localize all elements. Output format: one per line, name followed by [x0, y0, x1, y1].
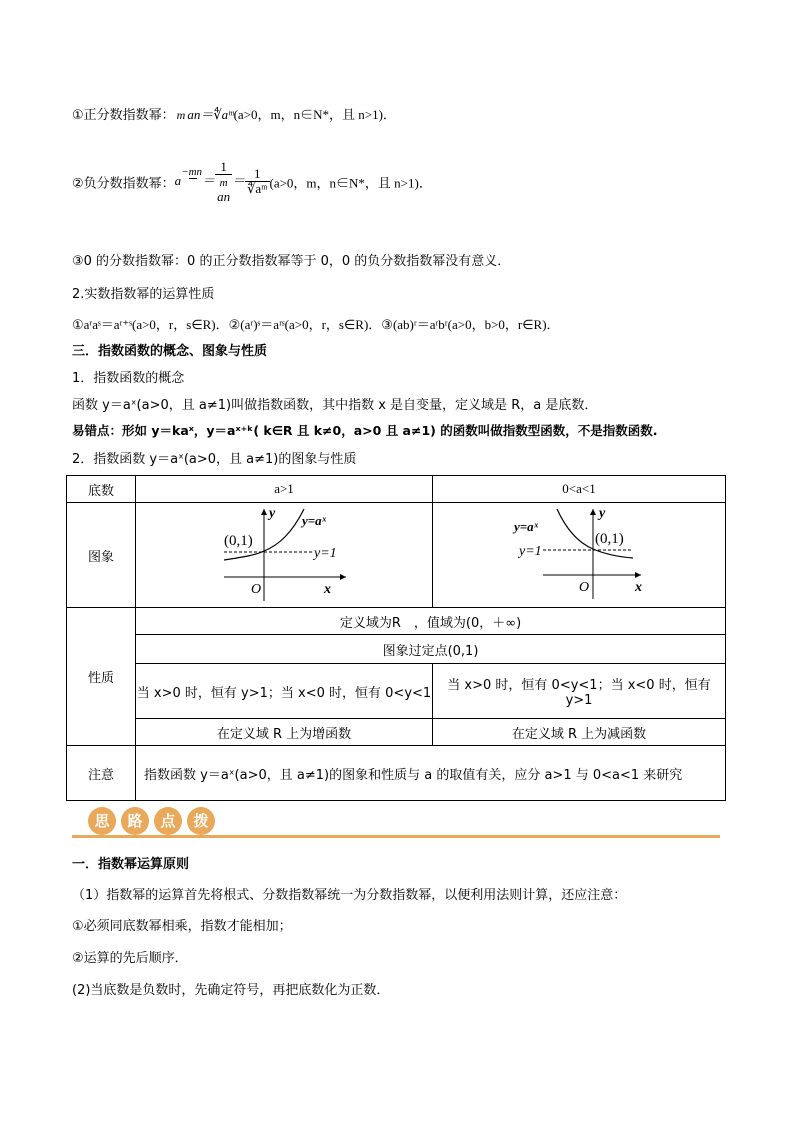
- section2-title: 2.实数指数幂的运算性质: [72, 287, 215, 302]
- increasing-graph: [214, 505, 354, 605]
- graph-decreasing-cell: [433, 503, 726, 608]
- row-label-note: 注意: [67, 746, 136, 801]
- properties-table: [66, 475, 726, 801]
- point-label: (0,1): [595, 531, 624, 547]
- y-axis-label: y: [269, 506, 276, 521]
- origin-label: O: [579, 580, 590, 595]
- concept-text: 函数 y＝aˣ(a>0，且 a≠1)叫做指数函数，其中指数 x 是自变量，定义域是 R，a 是底数．: [72, 398, 598, 413]
- section2-props: ①aʳaˢ＝aʳ⁺ˢ(a>0，r，s∈R)．②(aʳ)ˢ＝aʳˢ(a>0，r，s∈R)．③(ab)ʳ＝aʳbʳ(a>0，b>0，r∈R)．: [72, 317, 560, 332]
- tips-p4: (2)当底数是负数时，先确定符号，再把底数化为正数．: [72, 983, 390, 998]
- header-a-lt-1: 0<a<1: [433, 476, 726, 503]
- header-base: 底数: [67, 476, 136, 503]
- y-axis-label: y: [599, 506, 606, 521]
- item3: ③0 的分数指数幂：0 的正分数指数幂等于 0，0 的负分数指数幂没有意义．: [72, 254, 511, 269]
- point-label: (0,1): [224, 533, 253, 549]
- item1-label: ①正分数指数幂：: [72, 108, 175, 123]
- row-label-properties: 性质: [67, 608, 136, 746]
- item1-formula: m an＝∜aᵐ: [176, 107, 234, 123]
- origin-label: O: [251, 582, 262, 597]
- function-label: y=aˣ: [514, 519, 539, 534]
- item2-cond: (a>0，m，n∈N*，且 n>1)．: [269, 175, 432, 191]
- banner-underline: [72, 835, 720, 838]
- banner-char-2: 路: [121, 807, 149, 835]
- pitfall-note: 易错点：形如 y＝kaˣ，y＝aˣ⁺ᵏ( k∈R 且 k≠0，a>0 且 a≠1) 的函数叫做指数型函数，不是指数函数.: [72, 423, 658, 438]
- banner-char-4: 拨: [187, 807, 215, 835]
- tips-p1: （1）指数幂的运算首先将根式、分数指数幂统一为分数指数幂，以便利用法则计算，还应注意：: [72, 888, 627, 903]
- banner-char-3: 点: [154, 807, 182, 835]
- tips-title: 一．指数幂运算原则: [72, 857, 190, 872]
- property-decreasing: 当 x>0 时，恒有 0<y<1；当 x<0 时，恒有 y>1: [433, 664, 726, 719]
- row-label-graph: 图象: [67, 503, 136, 608]
- domain-range: 定义域为R ，值域为(0，＋∞): [136, 608, 726, 635]
- monotonic-increasing: 在定义域 R 上为增函数: [136, 719, 433, 746]
- x-axis-label: x: [324, 582, 331, 597]
- asymptote-label: y=1: [519, 544, 542, 559]
- note-text: 指数函数 y＝aˣ(a>0，且 a≠1)的图象和性质与 a 的取值有关，应分 a>1 与 0<a<1 来研究: [136, 746, 726, 801]
- item2-label: ②负分数指数幂：: [72, 176, 175, 192]
- x-axis-label: x: [635, 580, 642, 595]
- monotonic-decreasing: 在定义域 R 上为减函数: [433, 719, 726, 746]
- header-a-gt-1: a>1: [136, 476, 433, 503]
- graph-section-title: 2．指数函数 y＝aˣ(a>0，且 a≠1)的图象与性质: [72, 452, 357, 467]
- tips-p2: ①必须同底数幂相乘，指数才能相加；: [72, 919, 292, 934]
- tips-p3: ②运算的先后顺序．: [72, 951, 188, 966]
- item2: [72, 160, 432, 226]
- item1-cond: (a>0，m，n∈N*，且 n>1)．: [233, 107, 396, 122]
- property-increasing: 当 x>0 时，恒有 y>1；当 x<0 时，恒有 0<y<1: [136, 664, 433, 719]
- graph-increasing-cell: [136, 503, 433, 608]
- item1: [72, 104, 396, 123]
- fixed-point: 图象过定点(0,1): [136, 635, 726, 664]
- item2-formula: $a^{-mn}=$ 1 m an ＝ $\frac{1}{\text{∜aᵐ}}$: [174, 159, 268, 204]
- section3-title: 三．指数函数的概念、图象与性质: [72, 344, 268, 359]
- function-label: y=aˣ: [302, 513, 327, 528]
- asymptote-label: y=1: [314, 546, 337, 561]
- concept-title: 1．指数函数的概念: [72, 371, 185, 386]
- banner-char-1: 思: [88, 807, 116, 835]
- decreasing-graph: [509, 505, 649, 605]
